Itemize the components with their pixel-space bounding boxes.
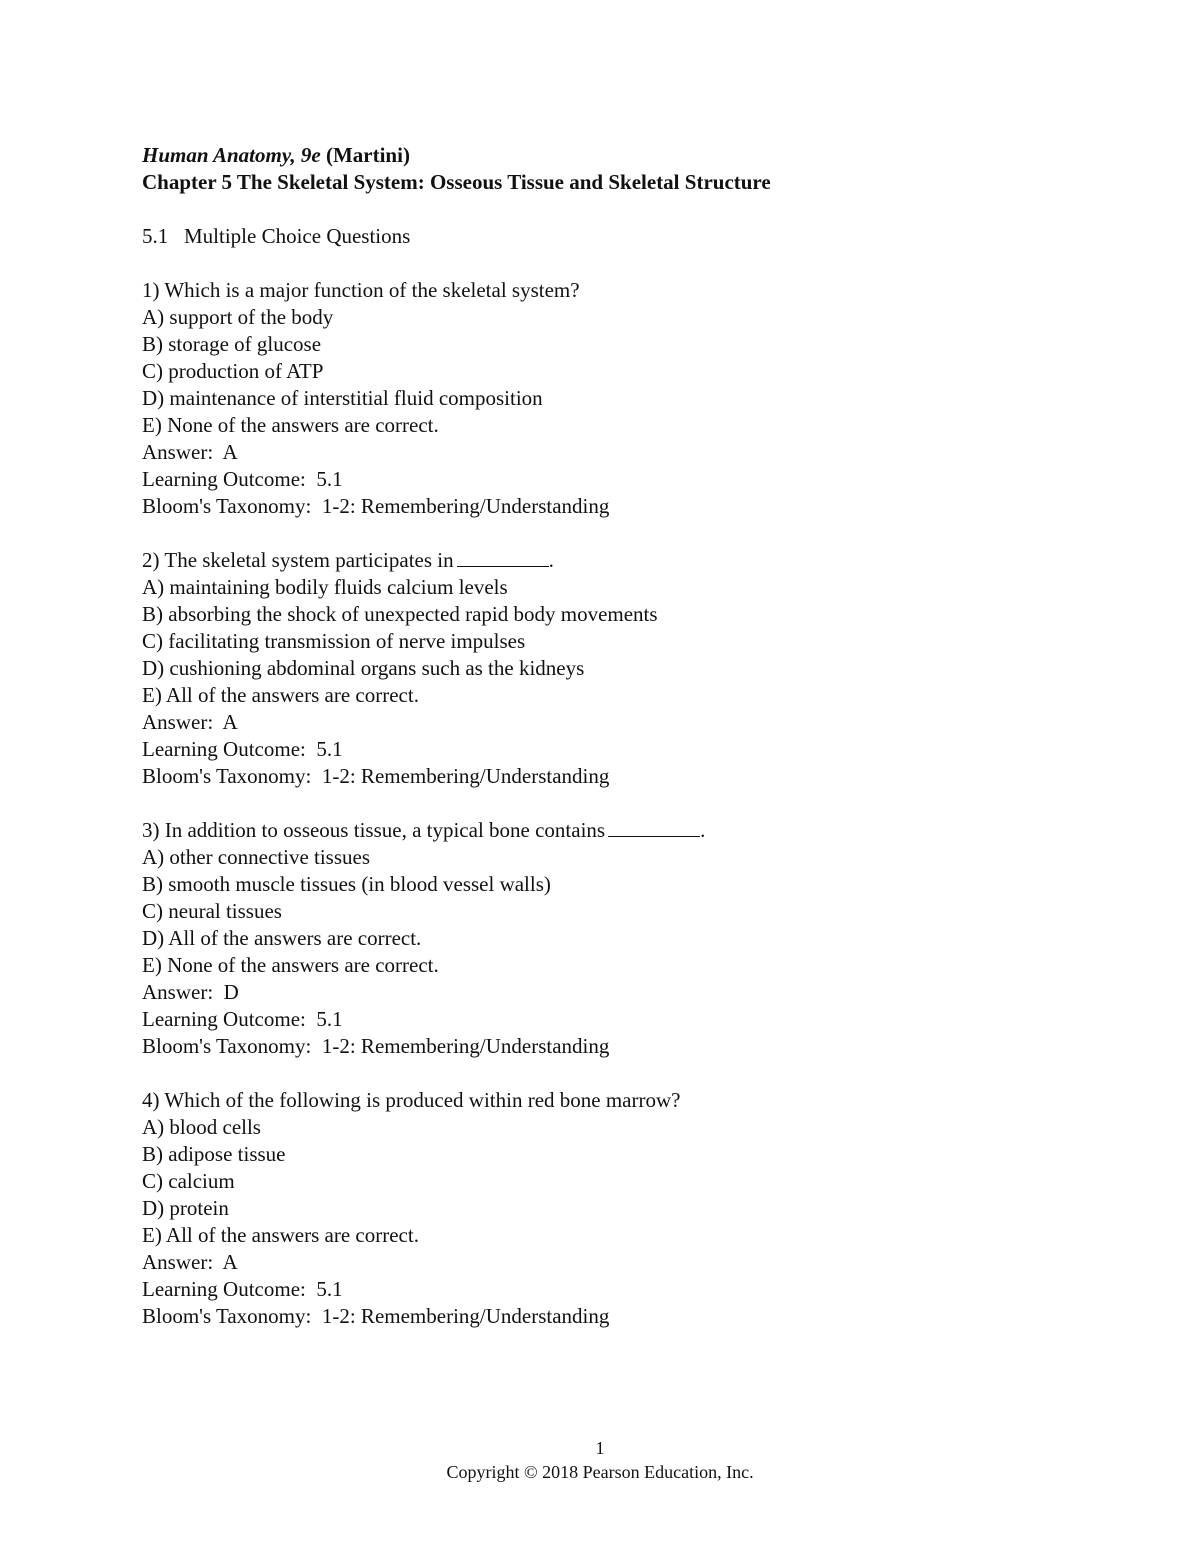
answer-option: C) neural tissues <box>142 899 282 923</box>
fill-in-blank <box>457 547 549 567</box>
answer-option: C) calcium <box>142 1169 235 1193</box>
answer-option: A) support of the body <box>142 305 334 329</box>
answer-option: E) None of the answers are correct. <box>142 413 439 437</box>
fill-in-blank <box>608 817 700 837</box>
learning-outcome: Learning Outcome: 5.1 <box>142 467 343 491</box>
question-2 <box>142 547 1102 790</box>
question-stem <box>142 817 1102 844</box>
spacer <box>142 196 1102 223</box>
question-1 <box>142 277 1102 520</box>
question-stem <box>142 547 1102 574</box>
answer-option: D) cushioning abdominal organs such as the kidneys <box>142 656 585 680</box>
blooms-taxonomy: Bloom's Taxonomy: 1-2: Remembering/Understanding <box>142 1034 610 1058</box>
spacer <box>142 520 1102 547</box>
spacer <box>142 250 1102 277</box>
question-list <box>142 277 1102 1330</box>
page-number: 1 <box>595 1438 605 1458</box>
book-title: Human Anatomy, 9e <box>142 143 321 167</box>
answer-option: A) maintaining bodily fluids calcium levels <box>142 575 508 599</box>
answer-option: D) protein <box>142 1196 229 1220</box>
chapter-title: Chapter 5 The Skeletal System: Osseous Tissue and Skeletal Structure <box>142 170 771 194</box>
question-stem <box>142 1087 1102 1114</box>
answer-option: C) facilitating transmission of nerve impulses <box>142 629 526 653</box>
answer-key: Answer: D <box>142 980 239 1004</box>
question-text: 1) Which is a major function of the skeletal system? <box>142 278 580 302</box>
answer-key: Answer: A <box>142 440 238 464</box>
blooms-taxonomy: Bloom's Taxonomy: 1-2: Remembering/Understanding <box>142 764 610 788</box>
answer-option: B) storage of glucose <box>142 332 322 356</box>
question-text: 2) The skeletal system participates in <box>142 548 454 572</box>
answer-option: E) All of the answers are correct. <box>142 683 419 707</box>
copyright-notice: Copyright © 2018 Pearson Education, Inc. <box>446 1462 754 1482</box>
question-text: 4) Which of the following is produced within red bone marrow? <box>142 1088 681 1112</box>
question-text: 3) In addition to osseous tissue, a typical bone contains <box>142 818 606 842</box>
question-4 <box>142 1087 1102 1330</box>
answer-option: B) smooth muscle tissues (in blood vessel walls) <box>142 872 551 896</box>
answer-option: B) adipose tissue <box>142 1142 286 1166</box>
learning-outcome: Learning Outcome: 5.1 <box>142 737 343 761</box>
learning-outcome: Learning Outcome: 5.1 <box>142 1007 343 1031</box>
answer-option: D) maintenance of interstitial fluid composition <box>142 386 543 410</box>
book-author: (Martini) <box>320 143 410 167</box>
answer-key: Answer: A <box>142 1250 238 1274</box>
book-title-line <box>142 142 1102 169</box>
document-body <box>142 142 1102 1330</box>
answer-option: C) production of ATP <box>142 359 324 383</box>
question-text-end: . <box>700 818 706 842</box>
answer-option: A) blood cells <box>142 1115 261 1139</box>
answer-option: E) None of the answers are correct. <box>142 953 439 977</box>
section-heading: 5.1 Multiple Choice Questions <box>142 224 411 248</box>
spacer <box>142 790 1102 817</box>
answer-key: Answer: A <box>142 710 238 734</box>
question-stem <box>142 277 1102 304</box>
blooms-taxonomy: Bloom's Taxonomy: 1-2: Remembering/Understanding <box>142 1304 610 1328</box>
question-3 <box>142 817 1102 1060</box>
answer-option: D) All of the answers are correct. <box>142 926 422 950</box>
question-text-end: . <box>548 548 554 572</box>
answer-option: E) All of the answers are correct. <box>142 1223 419 1247</box>
learning-outcome: Learning Outcome: 5.1 <box>142 1277 343 1301</box>
answer-option: A) other connective tissues <box>142 845 371 869</box>
answer-option: B) absorbing the shock of unexpected rapid body movements <box>142 602 658 626</box>
spacer <box>142 1060 1102 1087</box>
blooms-taxonomy: Bloom's Taxonomy: 1-2: Remembering/Understanding <box>142 494 610 518</box>
